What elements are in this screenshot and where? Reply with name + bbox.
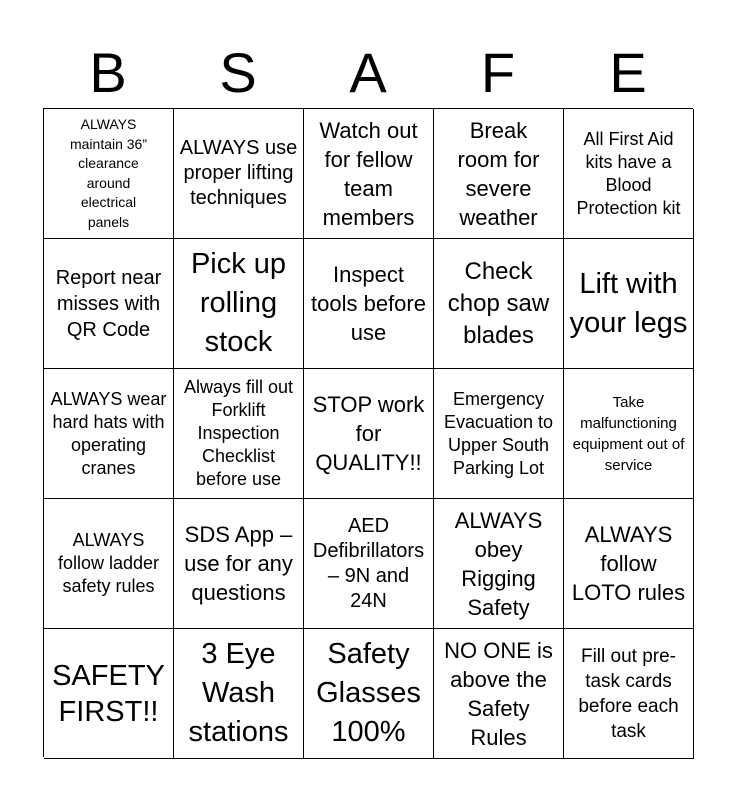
bingo-cell-4-3[interactable]: [304, 499, 434, 629]
header-letter-b: B: [89, 41, 127, 104]
bingo-cell-3-3[interactable]: [304, 369, 434, 499]
header-letter-a: A: [349, 41, 387, 104]
cell-text: Pick up rolling stock: [190, 248, 287, 358]
cell-text: Always fill out Forklift Inspection Checklist before use: [183, 377, 294, 489]
bingo-cell-3-1[interactable]: [44, 369, 174, 499]
header-letter-f: F: [480, 41, 516, 104]
cell-text: ALWAYS follow LOTO rules: [571, 522, 686, 605]
cell-text: All First Aid kits have a Blood Protection kit: [576, 128, 681, 218]
cell-text: SAFETY FIRST!!: [52, 659, 165, 728]
cell-text: Lift with your legs: [569, 267, 688, 339]
bingo-cell-1-5[interactable]: [564, 109, 694, 239]
header-letter-s: S: [219, 41, 257, 104]
cell-text: Check chop saw blades: [447, 257, 550, 349]
bingo-cell-1-2[interactable]: [174, 109, 304, 239]
bingo-cell-5-2[interactable]: [174, 629, 304, 759]
cell-text: Break room for severe weather: [457, 117, 540, 230]
bingo-cell-4-4[interactable]: [434, 499, 564, 629]
cell-text: Fill out pre-task cards before each task: [578, 645, 679, 742]
cell-text: Inspect tools before use: [311, 262, 426, 345]
cell-text: ALWAYS maintain 36” clearance around electrical panels: [69, 116, 148, 230]
bingo-grid: [43, 108, 693, 757]
bingo-cell-4-1[interactable]: [44, 499, 174, 629]
cell-text: 3 Eye Wash stations: [188, 638, 289, 748]
bingo-cell-5-5[interactable]: [564, 629, 694, 759]
cell-text: STOP work for QUALITY!!: [312, 392, 425, 475]
bingo-cell-5-3[interactable]: [304, 629, 434, 759]
bingo-cell-5-1[interactable]: [44, 629, 174, 759]
cell-text: ALWAYS obey Rigging Safety: [454, 507, 543, 620]
cell-text: Emergency Evacuation to Upper South Parking Lot: [443, 388, 554, 478]
bingo-cell-2-3[interactable]: [304, 239, 434, 369]
cell-text: NO ONE is above the Safety Rules: [444, 637, 553, 750]
bingo-cell-4-2[interactable]: [174, 499, 304, 629]
bingo-cell-1-4[interactable]: [434, 109, 564, 239]
cell-text: ALWAYS wear hard hats with operating cranes: [50, 388, 167, 478]
bingo-cell-3-4[interactable]: [434, 369, 564, 499]
cell-text: SDS App – use for any questions: [184, 522, 293, 605]
bingo-cell-2-4[interactable]: [434, 239, 564, 369]
cell-text: Take malfunctioning equipment out of service: [572, 393, 685, 474]
bingo-cell-1-3[interactable]: [304, 109, 434, 239]
bingo-cell-3-2[interactable]: [174, 369, 304, 499]
bingo-cell-2-2[interactable]: [174, 239, 304, 369]
cell-text: Watch out for fellow team members: [319, 117, 418, 230]
bingo-header: [43, 40, 693, 106]
cell-text: ALWAYS follow ladder safety rules: [57, 530, 160, 596]
cell-text: ALWAYS use proper lifting techniques: [179, 137, 298, 209]
header-letter-e: E: [609, 41, 647, 104]
bingo-cell-4-5[interactable]: [564, 499, 694, 629]
cell-text: Safety Glasses 100%: [316, 638, 421, 748]
bingo-cell-5-4[interactable]: [434, 629, 564, 759]
bingo-cell-1-1[interactable]: [44, 109, 174, 239]
bingo-cell-2-5[interactable]: [564, 239, 694, 369]
cell-text: AED Defibrillators – 9N and 24N: [312, 514, 425, 612]
bingo-cell-2-1[interactable]: [44, 239, 174, 369]
cell-text: Report near misses with QR Code: [55, 266, 162, 341]
bingo-cell-3-5[interactable]: [564, 369, 694, 499]
